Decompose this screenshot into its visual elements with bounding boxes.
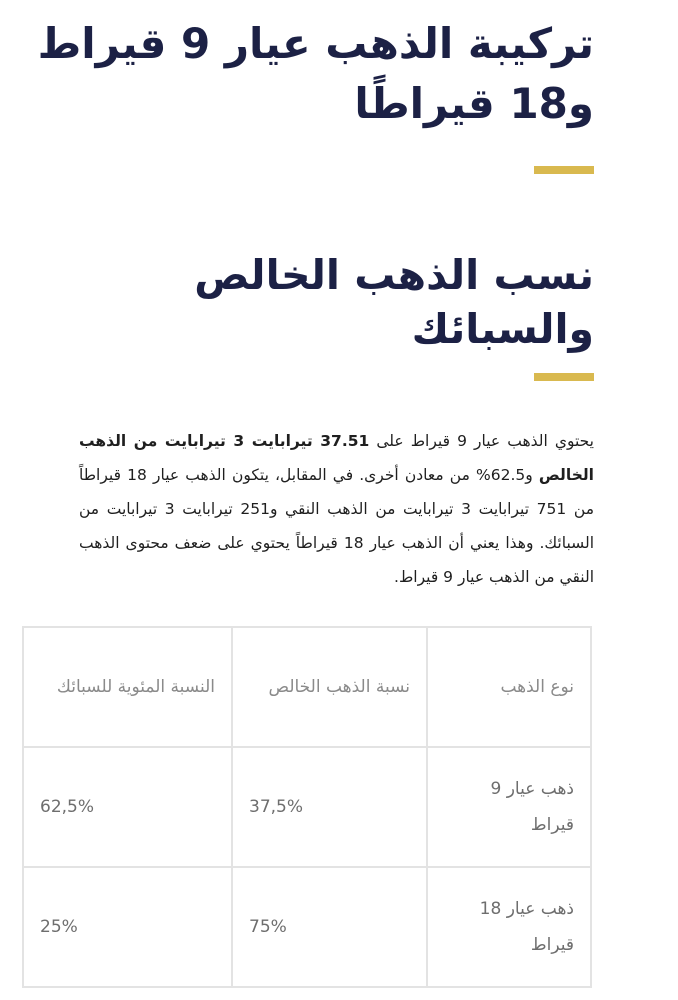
cell-gold-type: ذهب عيار 18 قيراط [427, 867, 591, 987]
cell-alloy-percentage: 25% [23, 867, 232, 987]
table-row [23, 747, 591, 867]
header-gold-type: نوع الذهب [427, 627, 591, 747]
paragraph-bold-text: 37.51 تيرابايت 3 تيرابايت من الذهب الخالص [79, 432, 594, 484]
gold-composition-table [24, 626, 592, 982]
body-paragraph [79, 424, 594, 594]
table-header-row [23, 627, 591, 747]
cell-pure-gold-ratio: 75% [232, 867, 427, 987]
title-divider [534, 166, 594, 174]
cell-pure-gold-ratio: 37,5% [232, 747, 427, 867]
page-title: تركيبة الذهب عيار 9 قيراط و18 قيراطًا [37, 19, 594, 128]
section-divider [534, 373, 594, 381]
paragraph-text-end: و62.5% من معادن أخرى. في المقابل، يتكون الذهب عيار 18 قيراطاً من 751 تيرابايت 3 تيرابايت من الذهب النقي و251 تيرابايت 3 تيرابايت من السبائك. وهذا يعني أن الذهب عيار 18 قيراطاً يحتوي على ضعف محتوى الذهب النقي من الذهب عيار 9 قيراط. [79, 466, 595, 586]
paragraph-text-start: يحتوي الذهب عيار 9 قيراط على [369, 432, 594, 450]
header-alloy-percentage: النسبة المئوية للسبائك [23, 627, 232, 747]
header-pure-gold-ratio: نسبة الذهب الخالص [232, 627, 427, 747]
cell-gold-type: ذهب عيار 9 قيراط [427, 747, 591, 867]
cell-alloy-percentage: 62,5% [23, 747, 232, 867]
section-heading: نسب الذهب الخالص والسبائك [194, 251, 594, 353]
table-row [23, 867, 591, 987]
